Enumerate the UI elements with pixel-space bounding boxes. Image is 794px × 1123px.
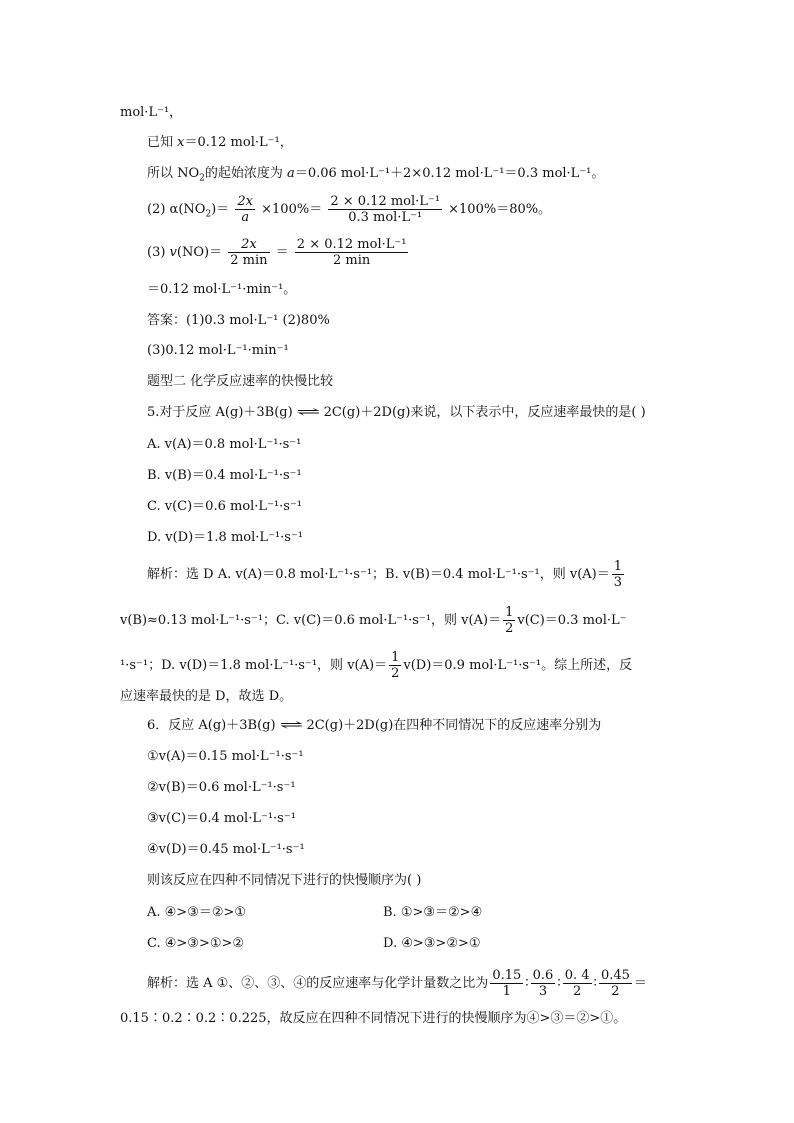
text: 则该反应在四种不同情况下进行的快慢顺序为( ) — [147, 873, 422, 888]
denominator: 2 — [611, 984, 620, 999]
condition-4 — [147, 841, 305, 859]
fraction — [563, 968, 592, 999]
analysis-line — [147, 557, 626, 593]
text: 2C(g)＋2D(g)来说，以下表示中，反应速率最快的是( ) — [323, 405, 646, 420]
text: ＝ — [633, 976, 647, 991]
text: 0.15∶0.2∶0.2∶0.225，故反应在四种不同情况下进行的快慢顺序为④>③＝②>①。 — [120, 1011, 627, 1026]
ratio-sign: ∶ — [593, 976, 597, 991]
variable: v — [169, 245, 177, 260]
numerator: 2 × 0.12 mol·L⁻¹ — [296, 237, 407, 252]
numerator: 0.45 — [600, 968, 630, 983]
analysis-line — [120, 1010, 626, 1028]
text: B. ①>③＝②>④ — [383, 905, 483, 920]
option-b — [147, 467, 302, 485]
text-line — [147, 281, 296, 299]
denominator: 0.3 mol·L⁻¹ — [348, 210, 423, 225]
denominator: 2 min — [230, 253, 268, 268]
text: ×100%＝80%。 — [448, 202, 552, 217]
analysis-line — [120, 603, 627, 639]
fraction — [328, 194, 442, 225]
text: v(C)＝0.3 mol·L⁻ — [517, 613, 627, 628]
numerator: 1 — [613, 559, 623, 574]
denominator: 2 min — [332, 253, 371, 268]
text: C. v(C)＝0.6 mol·L⁻¹·s⁻¹ — [147, 499, 303, 514]
numerator: 0.6 — [532, 968, 554, 983]
equilibrium-arrow: ⇌ — [296, 405, 321, 420]
text: (NO)＝ — [176, 245, 223, 260]
question-6-prompt — [147, 872, 421, 890]
numerator: 1 — [505, 605, 514, 620]
option-a — [147, 904, 246, 922]
text: v(D)＝0.9 mol·L⁻¹·s⁻¹。综上所述，反 — [403, 658, 633, 673]
text: (3)0.12 mol·L⁻¹·min⁻¹ — [147, 343, 289, 358]
text: 2C(g)＋2D(g)在四种不同情况下的反应速率分别为 — [306, 718, 602, 733]
answer-line — [147, 312, 330, 330]
text: 答案：(1)0.3 mol·L⁻¹ (2)80% — [147, 313, 330, 328]
denominator: 2 — [573, 984, 582, 999]
text: (2) α(NO — [147, 202, 206, 217]
option-a — [147, 436, 301, 454]
denominator: 3 — [538, 984, 548, 999]
fraction — [490, 968, 523, 999]
text: ＝0.12 mol·L⁻¹·min⁻¹。 — [147, 282, 297, 297]
fraction — [228, 237, 269, 268]
option-d — [147, 529, 303, 547]
text: A. v(A)＝0.8 mol·L⁻¹·s⁻¹ — [147, 437, 302, 452]
text: ①v(A)＝0.15 mol·L⁻¹·s⁻¹ — [147, 749, 304, 764]
analysis-line — [120, 688, 292, 706]
text: mol·L⁻¹， — [120, 105, 183, 120]
text: 解析：选 A ①、②、③、④的反应速率与化学计量数之比为 — [147, 976, 489, 991]
denominator: 2 — [391, 666, 400, 681]
fraction — [503, 605, 515, 636]
text: 已知 — [147, 135, 178, 150]
subscript: 2 — [199, 173, 205, 184]
text-line — [147, 165, 604, 188]
text-line — [120, 104, 182, 122]
text: )＝ — [211, 202, 230, 217]
text: ＝0.12 mol·L⁻¹， — [184, 135, 293, 150]
analysis-line — [120, 648, 632, 684]
condition-1 — [147, 748, 304, 766]
ratio-sign: ∶ — [525, 976, 529, 991]
fraction — [531, 968, 556, 999]
option-d — [383, 935, 481, 953]
text: 5.对于反应 A(g)＋3B(g) — [147, 405, 293, 420]
fraction — [295, 237, 409, 268]
numerator: 0.15 — [492, 968, 522, 983]
text: ③v(C)＝0.4 mol·L⁻¹·s⁻¹ — [147, 811, 296, 826]
text-line — [147, 134, 293, 152]
numerator: 1 — [391, 650, 400, 665]
fraction — [389, 650, 401, 681]
denominator: 2 — [505, 621, 514, 636]
numerator: 2 × 0.12 mol·L⁻¹ — [330, 194, 440, 209]
equilibrium-arrow: ⇌ — [279, 718, 303, 733]
section-heading — [147, 373, 333, 391]
text: 6．反应 A(g)＋3B(g) — [147, 718, 276, 733]
text: 的起始浓度为 — [204, 166, 288, 181]
text: 所以 NO — [147, 166, 200, 181]
question-6 — [147, 717, 601, 735]
option-c — [147, 498, 302, 516]
fraction — [612, 559, 624, 590]
formula-line — [147, 192, 551, 233]
text: ④v(D)＝0.45 mol·L⁻¹·s⁻¹ — [147, 842, 305, 857]
text: A. ④>③＝②>① — [147, 905, 247, 920]
option-c — [147, 935, 244, 953]
fraction — [235, 194, 255, 225]
subscript: 2 — [205, 209, 212, 220]
text: D. ④>③>②>① — [383, 936, 481, 951]
variable: x — [177, 135, 185, 150]
text: 解析：选 D A. v(A)＝0.8 mol·L⁻¹·s⁻¹；B. v(B)＝0.4 mol·L⁻¹·s⁻¹，则 v(A)＝ — [147, 567, 610, 582]
text: D. v(D)＝1.8 mol·L⁻¹·s⁻¹ — [147, 530, 303, 545]
text: 题型二 化学反应速率的快慢比较 — [147, 374, 334, 389]
analysis-line — [147, 966, 647, 1002]
fraction — [599, 968, 632, 999]
numerator: 2x — [228, 237, 269, 253]
denominator: 1 — [502, 984, 511, 999]
formula-line — [147, 235, 410, 271]
denominator: 3 — [613, 575, 623, 590]
text: (3) — [147, 245, 170, 260]
ratio-sign: ∶ — [557, 976, 561, 991]
text: ②v(B)＝0.6 mol·L⁻¹·s⁻¹ — [147, 780, 296, 795]
option-b — [383, 904, 482, 922]
condition-2 — [147, 779, 296, 797]
text: v(B)≈0.13 mol·L⁻¹·s⁻¹；C. v(C)＝0.6 mol·L⁻¹·s⁻¹，则 v(A)＝ — [120, 613, 502, 628]
denominator: a — [241, 210, 250, 225]
text: ＝ — [275, 245, 289, 260]
variable: a — [287, 166, 295, 181]
text: ＝0.06 mol·L⁻¹＋2×0.12 mol·L⁻¹＝0.3 mol·L⁻¹。 — [294, 166, 605, 181]
numerator: 0. 4 — [564, 968, 590, 983]
text: ×100%＝ — [261, 202, 323, 217]
text: C. ④>③>①>② — [147, 936, 245, 951]
question-5 — [147, 404, 646, 422]
text: B. v(B)＝0.4 mol·L⁻¹·s⁻¹ — [147, 468, 302, 483]
text: 应速率最快的是 D，故选 D。 — [120, 689, 293, 704]
answer-line — [147, 342, 289, 360]
numerator: 2x — [237, 194, 253, 209]
text: ¹·s⁻¹；D. v(D)＝1.8 mol·L⁻¹·s⁻¹，则 v(A)＝ — [120, 658, 388, 673]
condition-3 — [147, 810, 296, 828]
